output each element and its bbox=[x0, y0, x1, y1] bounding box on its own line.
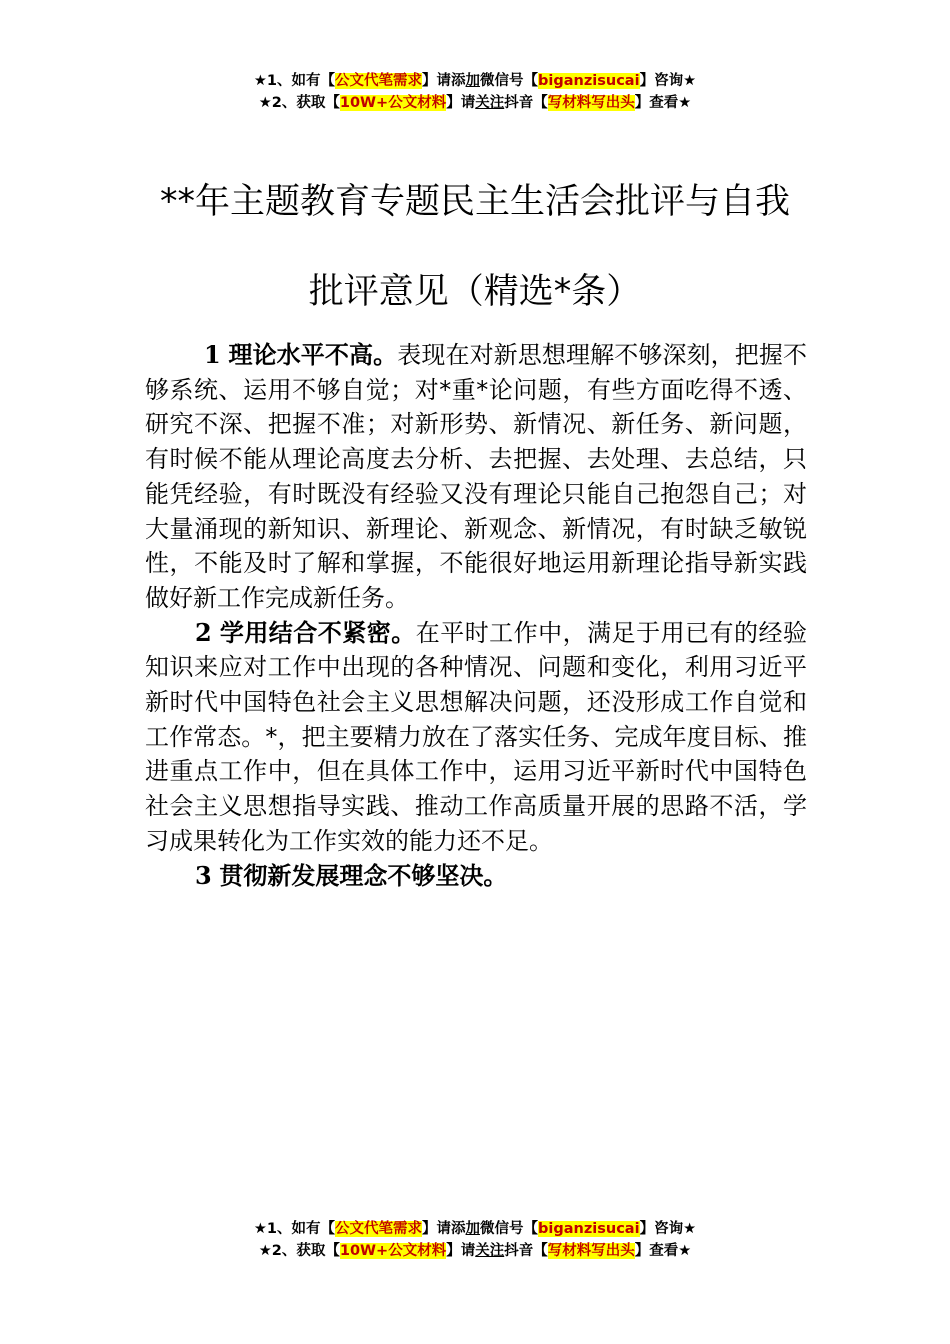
title-line-2: 批评意见（精选*条） bbox=[308, 272, 642, 312]
section-body: 在平时工作中，满足于用已有的经验知识来应对工作中出现的各种情况、问题和变化，利用习近平新时代中国特色社会主义思想解决问题，还没形成工作自觉和工作常态。*，把主要精力放在了落实任务、完成年度目标、推进重点工作中，但在具体工作中，运用习近平新时代中国特色社会主义思想指导实践、推动工作高质量开展的思路不活，学习成果转化为工作实效的能力还不足。 bbox=[145, 618, 808, 855]
top-banner bbox=[0, 70, 950, 114]
banner-text: ★2、获取【 bbox=[258, 95, 340, 111]
wechat-id: biganzisucai bbox=[538, 73, 640, 89]
bottom-banner bbox=[0, 1218, 950, 1262]
banner-text: 抖音【 bbox=[504, 1243, 548, 1259]
section-1 bbox=[145, 338, 807, 616]
banner-text: ★1、如有【 bbox=[253, 1221, 336, 1237]
section-heading: 贯彻新发展理念不够坚决。 bbox=[219, 861, 508, 890]
banner-highlight: 公文代笔需求 bbox=[335, 73, 423, 89]
title-line-1: **年主题教育专题民主生活会批评与自我 bbox=[159, 182, 790, 222]
banner-text: 关注 bbox=[475, 1243, 505, 1259]
section-number: 2 bbox=[195, 617, 212, 647]
document-body bbox=[145, 338, 807, 893]
banner-line-1 bbox=[0, 70, 950, 92]
section-number: 3 bbox=[195, 860, 212, 890]
banner-text: 关注 bbox=[475, 95, 505, 111]
banner-text: ★2、获取【 bbox=[258, 1243, 340, 1259]
section-3 bbox=[145, 859, 807, 894]
banner-text: 加 bbox=[465, 73, 481, 89]
banner-text: 】查看★ bbox=[634, 95, 692, 111]
banner-text: 】请添 bbox=[422, 73, 466, 89]
section-heading: 理论水平不高。 bbox=[228, 341, 398, 369]
banner-text: 微信号【 bbox=[480, 1221, 539, 1237]
banner-line-2 bbox=[0, 1240, 950, 1262]
banner-line-1 bbox=[0, 1218, 950, 1240]
banner-text: 微信号【 bbox=[480, 73, 539, 89]
banner-text: 】请 bbox=[446, 95, 476, 111]
banner-highlight: 公文代笔需求 bbox=[335, 1221, 423, 1237]
douyin-id: 写材料写出头 bbox=[547, 95, 635, 111]
section-heading: 学用结合不紧密。 bbox=[219, 618, 416, 647]
banner-text: 】咨询★ bbox=[639, 1221, 697, 1237]
section-number: 1 bbox=[204, 340, 221, 369]
section-2 bbox=[145, 616, 807, 859]
wechat-id: biganzisucai bbox=[538, 1221, 640, 1237]
banner-highlight: 10W+公文材料 bbox=[339, 95, 447, 111]
banner-text: 】请 bbox=[446, 1243, 476, 1259]
page-title bbox=[0, 157, 950, 337]
banner-text: 】查看★ bbox=[634, 1243, 692, 1259]
banner-text: 抖音【 bbox=[504, 95, 548, 111]
banner-text: 】请添 bbox=[422, 1221, 466, 1237]
banner-text: 】咨询★ bbox=[639, 73, 697, 89]
banner-highlight: 10W+公文材料 bbox=[339, 1243, 447, 1259]
section-body: 表现在对新思想理解不够深刻，把握不够系统、运用不够自觉；对*重*论问题，有些方面吃得不透、研究不深、把握不准；对新形势、新情况、新任务、新问题，有时候不能从理论高度去分析、去把握、去处理、去总结，只能凭经验，有时既没有经验又没有理论只能自己抱怨自己；对大量涌现的新知识、新理论、新观念、新情况，有时缺乏敏锐性，不能及时了解和掌握，不能很好地运用新理论指导新实践做好新工作完成新任务。 bbox=[145, 341, 808, 612]
banner-text: 加 bbox=[465, 1221, 481, 1237]
douyin-id: 写材料写出头 bbox=[547, 1243, 635, 1259]
banner-line-2 bbox=[0, 92, 950, 114]
banner-text: ★1、如有【 bbox=[253, 73, 336, 89]
